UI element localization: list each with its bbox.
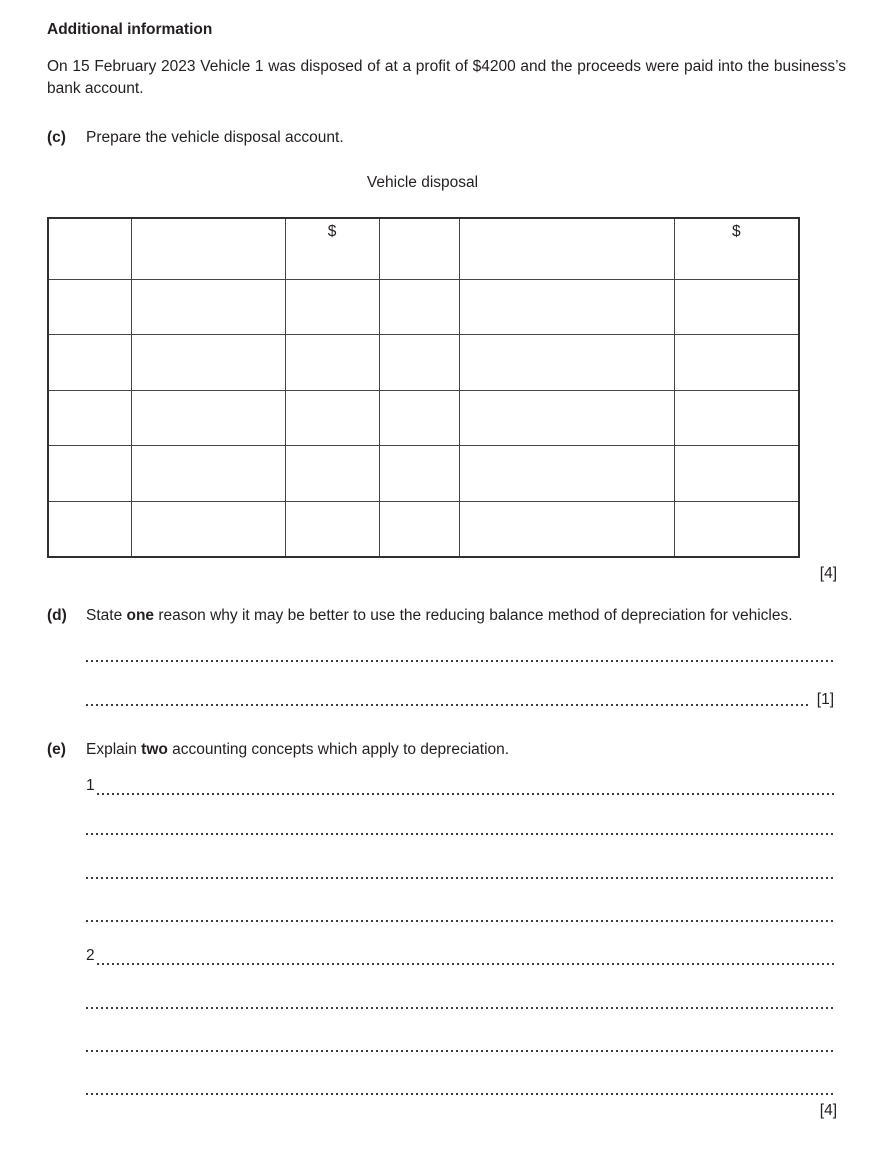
table-cell (674, 446, 799, 502)
table-header-cell (48, 218, 131, 279)
dotted-rule (86, 1050, 834, 1052)
question-d-label: (d) (47, 607, 67, 624)
dotted-rule (86, 877, 834, 879)
answer-line-e2-3 (86, 1050, 834, 1052)
table-header-cell (379, 218, 459, 279)
answer-line-e1-3 (86, 877, 834, 879)
table-header-cell-dollar-debit: $ (285, 218, 379, 279)
table-cell (285, 279, 379, 335)
table-cell (674, 501, 799, 557)
table-row (48, 390, 799, 446)
question-d-prompt (86, 605, 846, 627)
section-heading: Additional information (47, 21, 213, 38)
table-row (48, 279, 799, 335)
table-cell (48, 279, 131, 335)
table-cell (379, 279, 459, 335)
dotted-rule (86, 660, 834, 662)
table-header-row (48, 218, 799, 279)
dotted-rule (86, 1007, 834, 1009)
table-cell (459, 335, 674, 391)
question-c-prompt: Prepare the vehicle disposal account. (86, 129, 344, 146)
table-row (48, 335, 799, 391)
table-cell (48, 446, 131, 502)
table-row (48, 446, 799, 502)
question-e-label: (e) (47, 741, 66, 758)
table-cell (674, 279, 799, 335)
table-title: Vehicle disposal (366, 174, 479, 191)
table-cell (131, 501, 285, 557)
answer-line-d-1 (86, 660, 834, 662)
table-row (48, 501, 799, 557)
answer-line-e2-2 (86, 1007, 834, 1009)
table-cell (285, 446, 379, 502)
answer-number-1: 1 (86, 777, 95, 794)
table-cell (131, 279, 285, 335)
table-cell (131, 446, 285, 502)
table-cell (459, 446, 674, 502)
marks-c: [4] (819, 565, 837, 582)
table-cell (48, 335, 131, 391)
table-cell (459, 279, 674, 335)
table-cell (48, 501, 131, 557)
dotted-rule (97, 963, 834, 965)
intro-paragraph: On 15 February 2023 Vehicle 1 was disposed of at a profit of $4200 and the proceeds were paid into the business’s bank account. (47, 58, 846, 97)
marks-d: [1] (816, 691, 834, 708)
table-cell (379, 390, 459, 446)
dotted-rule (97, 793, 834, 795)
question-e-prompt-suffix: accounting concepts which apply to depreciation. (167, 741, 510, 758)
table-cell (379, 335, 459, 391)
table-header-cell (459, 218, 674, 279)
dotted-rule (86, 833, 834, 835)
answer-line-e1-1 (86, 775, 834, 797)
dotted-rule (86, 1093, 834, 1095)
question-e-prompt-prefix: Explain (86, 741, 142, 758)
question-e (47, 739, 846, 761)
question-c-label: (c) (47, 129, 66, 146)
marks-e: [4] (819, 1102, 837, 1119)
table-cell (459, 501, 674, 557)
table-cell (379, 501, 459, 557)
answer-number-2: 2 (86, 947, 95, 964)
answer-line-e1-4 (86, 920, 834, 922)
table-cell (131, 335, 285, 391)
answer-line-d-2 (86, 689, 834, 711)
table-cell (379, 446, 459, 502)
question-d-prompt-bold: one (126, 607, 155, 624)
answer-line-e2-4 (86, 1093, 834, 1095)
dotted-rule (86, 704, 809, 706)
table-cell (48, 390, 131, 446)
answer-line-e1-2 (86, 833, 834, 835)
table-cell (285, 390, 379, 446)
vehicle-disposal-table (47, 217, 800, 558)
table-cell (285, 335, 379, 391)
question-d-prompt-suffix: reason why it may be better to use the reducing balance method of depreciation for vehicles. (154, 607, 793, 624)
question-e-prompt-bold: two (141, 741, 168, 758)
table-cell (131, 390, 285, 446)
table-cell (674, 390, 799, 446)
question-d (47, 605, 846, 627)
table-cell (459, 390, 674, 446)
table-header-cell-dollar-credit: $ (674, 218, 799, 279)
answer-line-e2-1 (86, 945, 834, 967)
dotted-rule (86, 920, 834, 922)
table-cell (674, 335, 799, 391)
question-d-prompt-prefix: State (86, 607, 127, 624)
question-c (47, 127, 846, 149)
question-e-prompt (86, 739, 846, 761)
table-cell (285, 501, 379, 557)
table-header-cell (131, 218, 285, 279)
